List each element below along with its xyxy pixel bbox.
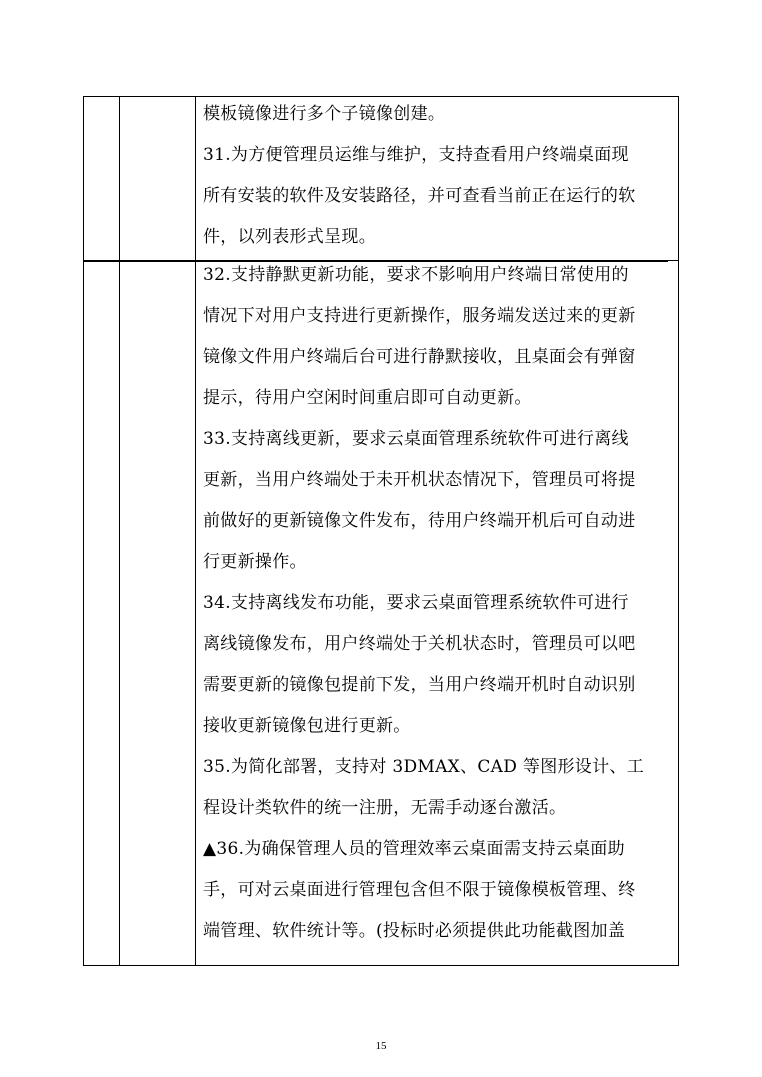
text-line: 模板镜像进行多个子镜像创建。 [203, 104, 446, 124]
text-line: 32.支持静默更新功能，要求不影响用户终端日常使用的 [203, 265, 629, 285]
text-line: 需要更新的镜像包提前下发，当用户终端开机时自动识别 [203, 675, 636, 695]
text-line: 31.为方便管理员运维与维护，支持查看用户终端桌面现 [203, 145, 629, 165]
column-divider-2 [195, 97, 196, 260]
requirement-cell [203, 94, 672, 258]
text-line: 行更新操作。 [203, 552, 307, 572]
text-line: ▲36.为确保管理人员的管理效率云桌面需支持云桌面助 [203, 839, 625, 859]
text-line: 情况下对用户支持进行更新操作，服务端发送过来的更新 [203, 306, 636, 326]
text-line: 离线镜像发布，用户终端处于关机状态时，管理员可以吧 [203, 634, 636, 654]
text-line: 34.支持离线发布功能，要求云桌面管理系统软件可进行 [203, 593, 629, 613]
page-number: 15 [375, 1040, 387, 1052]
text-line: 端管理、软件统计等。(投标时必须提供此功能截图加盖 [203, 921, 626, 941]
text-line: 手，可对云桌面进行管理包含但不限于镜像模板管理、终 [203, 880, 636, 900]
column-divider-1 [119, 97, 120, 260]
column-divider-2 [195, 261, 196, 965]
text-line: 镜像文件用户终端后台可进行静默接收，且桌面会有弹窗 [203, 347, 636, 367]
text-line: 接收更新镜像包进行更新。 [203, 716, 411, 736]
text-line: 件，以列表形式呈现。 [203, 227, 376, 247]
text-line: 前做好的更新镜像文件发布，待用户终端开机后可自动进 [203, 511, 636, 531]
text-line: 所有安装的软件及安装路径，并可查看当前正在运行的软 [203, 186, 636, 206]
text-line: 更新，当用户终端处于未开机状态情况下，管理员可将提 [203, 470, 636, 490]
requirements-table-top [83, 96, 679, 261]
text-line: 35.为简化部署，支持对 3DMAX、CAD 等图形设计、工 [203, 757, 644, 777]
requirement-cell [203, 255, 672, 952]
text-line: 提示，待用户空闲时间重启即可自动更新。 [203, 388, 532, 408]
text-line: 程设计类软件的统一注册，无需手动逐台激活。 [203, 798, 567, 818]
text-line: 33.支持离线更新，要求云桌面管理系统软件可进行离线 [203, 429, 629, 449]
column-divider-1 [119, 261, 120, 965]
requirements-table-main [83, 261, 679, 966]
